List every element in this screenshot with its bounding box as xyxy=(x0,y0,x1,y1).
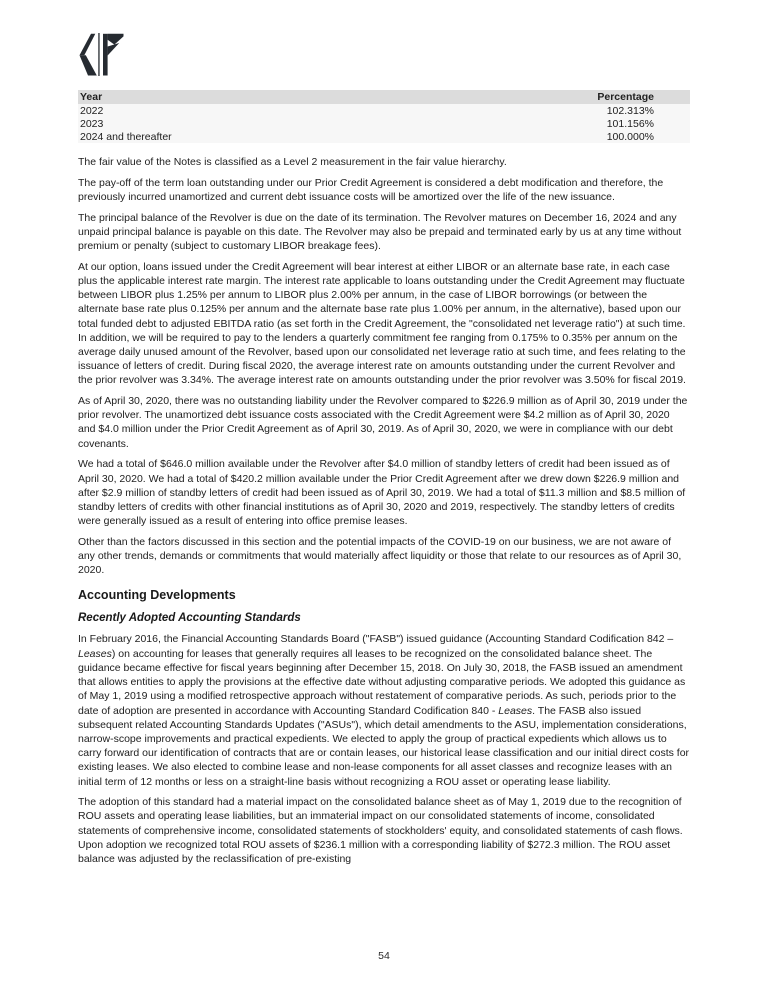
year-cell: 2022 xyxy=(78,104,382,117)
paragraph-other-factors: Other than the factors discussed in this section and the potential impacts of the COVID-19 on our business, we are not aware of any other trends, demands or commitments that would materially affect liquidity or those that relate to our resources as of April 30, 2020. xyxy=(78,535,682,577)
paragraph-interest-rates: At our option, loans issued under the Credit Agreement will bear interest at either LIBOR or an alternate base rate, in each case plus the applicable interest rate margin. The interest rate applicable to loans outstanding under the Credit Agreement may fluctuate between LIBOR plus 1.25% per annum to LIBOR plus 2.00% per annum, in the case of LIBOR borrowings (or between the alternate base rate plus 0.125% per annum and the alternate base rate plus 1.00% per annum, in the alternative), based upon our total funded debt to adjusted EBITDA ratio (as set forth in the Credit Agreement, the "consolidated net leverage ratio") at such time. In addition, we will be required to pay to the lenders a quarterly commitment fee ranging from 0.175% to 0.35% per annum on the average daily unused amount of the Revolver, based upon our consolidated net leverage ratio at such time, and fees relating to the issuance of letters of credit. During fiscal 2020, the average interest rate on amounts outstanding under the current Revolver and the prior revolver was 3.34%. The average interest rate on amounts outstanding under the prior revolver was 3.50% for fiscal 2019. xyxy=(78,260,686,387)
body-text xyxy=(78,155,690,866)
table-row xyxy=(78,117,690,130)
section-heading-accounting-developments: Accounting Developments xyxy=(78,588,236,603)
paragraph-revolver-principal: The principal balance of the Revolver is due on the date of its termination. The Revolver matures on December 16, 2024 and any unpaid principal balance is payable on this date. The Revolver may also be prepaid and terminated early by us at any time without premium or penalty (subject to customary LIBOR breakage fees). xyxy=(78,211,682,253)
percentage-cell: 102.313% xyxy=(382,104,690,117)
year-cell: 2023 xyxy=(78,117,382,130)
percentage-cell: 101.156% xyxy=(382,117,690,130)
percentage-cell: 100.000% xyxy=(382,130,690,143)
paragraph-fair-value: The fair value of the Notes is classified as a Level 2 measurement in the fair value hierarchy. xyxy=(78,156,507,168)
redemption-percentage-table xyxy=(78,90,690,143)
paragraph-fasb-guidance: In February 2016, the Financial Accounting Standards Board ("FASB") issued guidance (Accounting Standard Codification 842 – Leases) on accounting for leases that generally requires all leases to be recognized on the consolidated balance sheet. The guidance became effective for fiscal years beginning after December 15, 2018. On July 30, 2018, the FASB issued an amendment that allows entities to apply the provisions at the effective date without adjusting comparative periods. We adopted this guidance as of May 1, 2019 using a modified retrospective approach without restatement of comparative periods. As such, periods prior to the date of adoption are presented in accordance with Accounting Standard Codification 840 - Leases. The FASB also issued subsequent related Accounting Standards Updates ("ASUs"), which detail amendments to the ASU, implementation considerations, narrow-scope improvements and practical expedients. We elected to apply the group of practical expedients which allows us to carry forward our identification of contracts that are or contain leases, our historical lease classification and our initial direct costs for existing leases. We also elected to combine lease and non-lease components for all asset classes and recognize leases with an initial term of 12 months or less on a straight-line basis without recognizing a ROU asset or operating lease liability. xyxy=(78,633,690,788)
paragraph-availability: We had a total of $646.0 million available under the Revolver after $4.0 million of standby letters of credit had been issued as of April 30, 2020. We had a total of $420.2 million available under the Prior Credit Agreement after we drew down $226.9 million and after $2.9 million of standby letters of credit had been issued as of April 30, 2019. We had a total of $11.3 million and $8.5 million of standby letters of credits with other financial institutions as of April 30, 2020 and 2019, respectively. The standby letters of credits were generally issued as a result of entering into office premise leases. xyxy=(78,458,686,528)
page-content xyxy=(78,33,690,873)
korn-ferry-logo-icon xyxy=(78,33,125,76)
column-header-year: Year xyxy=(78,90,382,104)
paragraph-outstanding-liability: As of April 30, 2020, there was no outstanding liability under the Revolver compared to $226.9 million as of April 30, 2019 under the prior revolver. The unamortized debt issuance costs associated with the Credit Agreement were $4.2 million as of April 30, 2020 and $4.0 million under the Prior Credit Agreement as of April 30, 2019. As of April 30, 2020, we were in compliance with our debt covenants. xyxy=(78,395,688,450)
table-header-row xyxy=(78,90,690,104)
column-header-percentage: Percentage xyxy=(382,90,690,104)
year-cell: 2024 and thereafter xyxy=(78,130,382,143)
paragraph-adoption-impact: The adoption of this standard had a material impact on the consolidated balance sheet as of May 1, 2019 due to the recognition of ROU assets and operating lease liabilities, but an immaterial impact on our consolidated statements of income, consolidated statements of comprehensive income, consolidated statements of stockholders' equity, and consolidated statements of cash flows. Upon adoption we recognized total ROU assets of $236.1 million with a corresponding liability of $272.3 million. The ROU asset balance was adjusted by the reclassification of pre-existing xyxy=(78,796,683,866)
paragraph-payoff-term-loan: The pay-off of the term loan outstanding under our Prior Credit Agreement is considered a debt modification and therefore, the previously incurred unamortized and current debt issuance costs will be amortized over the life of the new issuance. xyxy=(78,176,664,203)
subsection-heading-recently-adopted: Recently Adopted Accounting Standards xyxy=(78,612,301,625)
page-number: 54 xyxy=(378,950,390,962)
table-row xyxy=(78,104,690,117)
table-row xyxy=(78,130,690,143)
